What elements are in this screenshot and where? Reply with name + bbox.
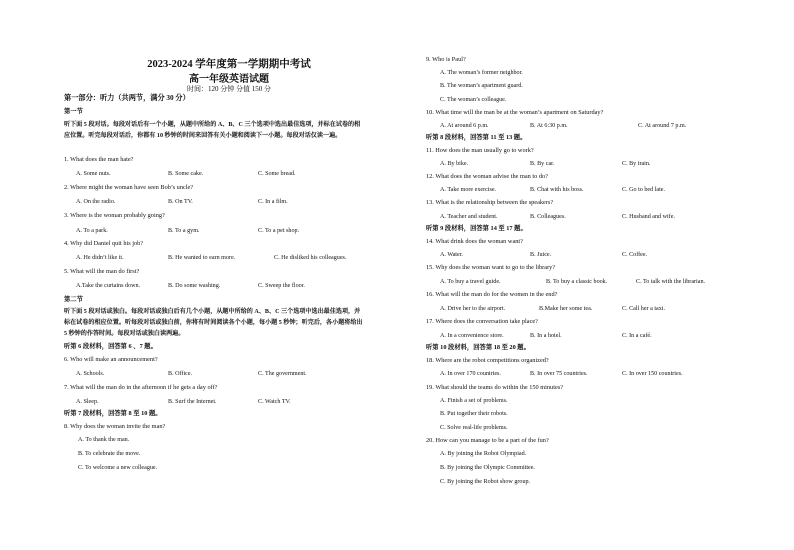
option-a: A. To thank the man. <box>78 437 130 443</box>
option-b: B. To a gym. <box>168 228 200 234</box>
option-b: B. Juice. <box>530 252 552 258</box>
option-a: A. By joining the Robot Olympiad. <box>440 451 527 457</box>
option-b: B. Office. <box>168 371 193 377</box>
option-b: B. To celebrate the move. <box>78 451 141 457</box>
option-a: A. Some nuts. <box>76 171 111 177</box>
option-a: A. Sleep. <box>76 399 99 405</box>
option-c: C. The government. <box>258 371 307 377</box>
option-b: B. To buy a classic book. <box>546 279 608 285</box>
question-text: 13. What is the relationship between the speakers? <box>426 199 554 206</box>
option-a: A. Take more exercise. <box>440 187 497 193</box>
option-b: B. He wanted to earn more. <box>168 255 236 261</box>
option-c: C. In over 150 countries. <box>622 371 683 377</box>
part1-title: 第一部分：听力（共两节，满分 30 分） <box>64 94 190 102</box>
option-c: C. At around 7 p.m. <box>638 123 687 129</box>
option-b: B. Colleagues. <box>530 214 566 220</box>
option-c: C. By train. <box>622 161 651 167</box>
question-text: 1. What does the man hate? <box>64 156 134 163</box>
option-a: A. In a convenience store. <box>440 333 504 339</box>
option-a: A. Teacher and student. <box>440 214 498 220</box>
option-b: B. Put together their robots. <box>440 411 508 417</box>
option-c: C. In a café. <box>622 333 652 339</box>
material-9-label: 听第 9 段材料，回答第 14 至 17 题。 <box>426 225 527 232</box>
option-c: C. Watch TV. <box>258 399 291 405</box>
option-b: B. Chat with his boss. <box>530 187 584 193</box>
option-a: A. To buy a travel guide. <box>440 279 501 285</box>
question-text: 4. Why did Daniel quit his job? <box>64 240 144 247</box>
material-7-label: 听第 7 段材料，回答第 8 至 10 题。 <box>64 410 162 417</box>
option-b: B. By joining the Olympic Committee. <box>440 465 535 471</box>
option-a: A. To a park. <box>76 228 108 234</box>
option-c: C. Husband and wife. <box>622 214 675 220</box>
option-a: A. Finish a set of problems. <box>440 398 508 404</box>
option-b: B. In over 75 countries. <box>530 371 588 377</box>
option-a: A. The woman’s former neighbor. <box>440 70 523 76</box>
section1-title: 第一节 <box>64 108 83 115</box>
option-c: C. Go to bed late. <box>622 187 665 193</box>
option-b: B. At 6:30 p.m. <box>530 123 568 129</box>
option-c: C. Call her a taxi. <box>622 306 665 312</box>
option-a: A.Take the curtains down. <box>76 283 141 289</box>
option-c: C. In a film. <box>258 199 288 205</box>
question-text: 10. What time will the man be at the woman’s apartment on Saturday? <box>426 109 604 116</box>
option-a: A. Water. <box>440 252 463 258</box>
question-text: 8. Why does the woman invite the man? <box>64 423 166 430</box>
option-c: C. To talk with the librarian. <box>636 279 706 285</box>
question-text: 18. Where are the robot competitions organized? <box>426 357 549 364</box>
option-b: B. The woman’s apartment guard. <box>440 83 523 89</box>
material-8-label: 听第 8 段材料，回答第 11 至 13 题。 <box>426 134 527 141</box>
question-text: 9. Who is Paul? <box>426 56 466 63</box>
option-a: A. At around 6 p.m. <box>440 123 489 129</box>
question-text: 3. Where is the woman probably going? <box>64 212 165 219</box>
option-b: B. By car. <box>530 161 555 167</box>
option-a: A. He didn’t like it. <box>76 255 124 261</box>
option-b: B. Do some washing. <box>168 283 221 289</box>
option-c: C. By joining the Robot show group. <box>440 479 531 485</box>
option-b: B. In a hotel. <box>530 333 562 339</box>
time-info: 时间：120 分钟 分值 150 分 <box>187 85 271 93</box>
option-c: C. The woman’s colleague. <box>440 97 507 103</box>
question-text: 15. Why does the woman want to go to the library? <box>426 264 556 271</box>
option-a: A. Drive her to the airport. <box>440 306 506 312</box>
option-b: B. On TV. <box>168 199 193 205</box>
option-c: C. Coffee. <box>622 252 648 258</box>
question-text: 17. Where does the conversation take place? <box>426 318 538 325</box>
question-text: 19. What should the teams do within the 150 minutes? <box>426 384 563 391</box>
section2-title: 第二节 <box>64 296 83 303</box>
option-c: C. To a pet shop. <box>258 228 300 234</box>
option-b: B. Surf the Internet. <box>168 399 217 405</box>
option-c: C. He disliked his colleagues. <box>274 255 347 261</box>
question-text: 12. What does the woman advise the man to do? <box>426 173 548 180</box>
material-10-label: 听第 10 段材料，回答第 18 至 20 题。 <box>426 344 530 351</box>
question-text: 14. What drink does the woman want? <box>426 238 523 245</box>
option-c: C. Some bread. <box>258 171 296 177</box>
question-text: 11. How does the man usually go to work? <box>426 147 534 154</box>
option-c: C. Solve real-life problems. <box>440 425 508 431</box>
option-c: C. To welcome a new colleague. <box>78 465 158 471</box>
question-text: 7. What will the man do in the afternoon if he gets a day off? <box>64 384 218 391</box>
option-c: C. Sweep the floor. <box>258 283 305 289</box>
exam-subtitle: 高一年级英语试题 <box>189 74 269 85</box>
question-text: 6. Who will make an announcement? <box>64 356 158 363</box>
question-text: 5. What will the man do first? <box>64 268 140 275</box>
section2-instructions: 听下面 5 段对话或独白。每段对话或独白后有几个小题，从题中所给的 A、B、C 三个选项中选出最佳选项，并标在试卷的相应位置。听每段对话或独白前，你将有时间阅读各个小题，每小题 5 秒钟；听完后，各小题将给出 5 秒钟的作答时间。每段对话或独白读两遍。 <box>64 309 363 337</box>
exam-title: 2023-2024 学年度第一学期期中考试 <box>147 59 311 70</box>
option-a: A. By bike. <box>440 161 469 167</box>
option-a: A. On the radio. <box>76 199 116 205</box>
option-b: B.Make her some tea. <box>539 306 593 312</box>
option-a: A. Schools. <box>76 371 105 377</box>
question-text: 20. How can you manage to be a part of the fun? <box>426 437 549 444</box>
option-a: A. In over 170 countries. <box>440 371 501 377</box>
material-6-label: 听第 6 段材料，回答第 6 、7 题。 <box>64 343 157 350</box>
section1-instructions: 听下面 5 段对话。每段对话后有一个小题，从题中所给的 A、B、C 三个选项中选出最佳选项，并标在试卷的相应位置。听完每段对话后，你都有 10 秒钟的时间来回答有关小题和阅读下一小题。每段对话仅读一遍。 <box>64 122 361 139</box>
question-text: 16. What will the man do for the women in the end? <box>426 291 558 298</box>
option-b: B. Some cake. <box>168 171 204 177</box>
question-text: 2. Where might the woman have seen Bob’s uncle? <box>64 184 194 191</box>
